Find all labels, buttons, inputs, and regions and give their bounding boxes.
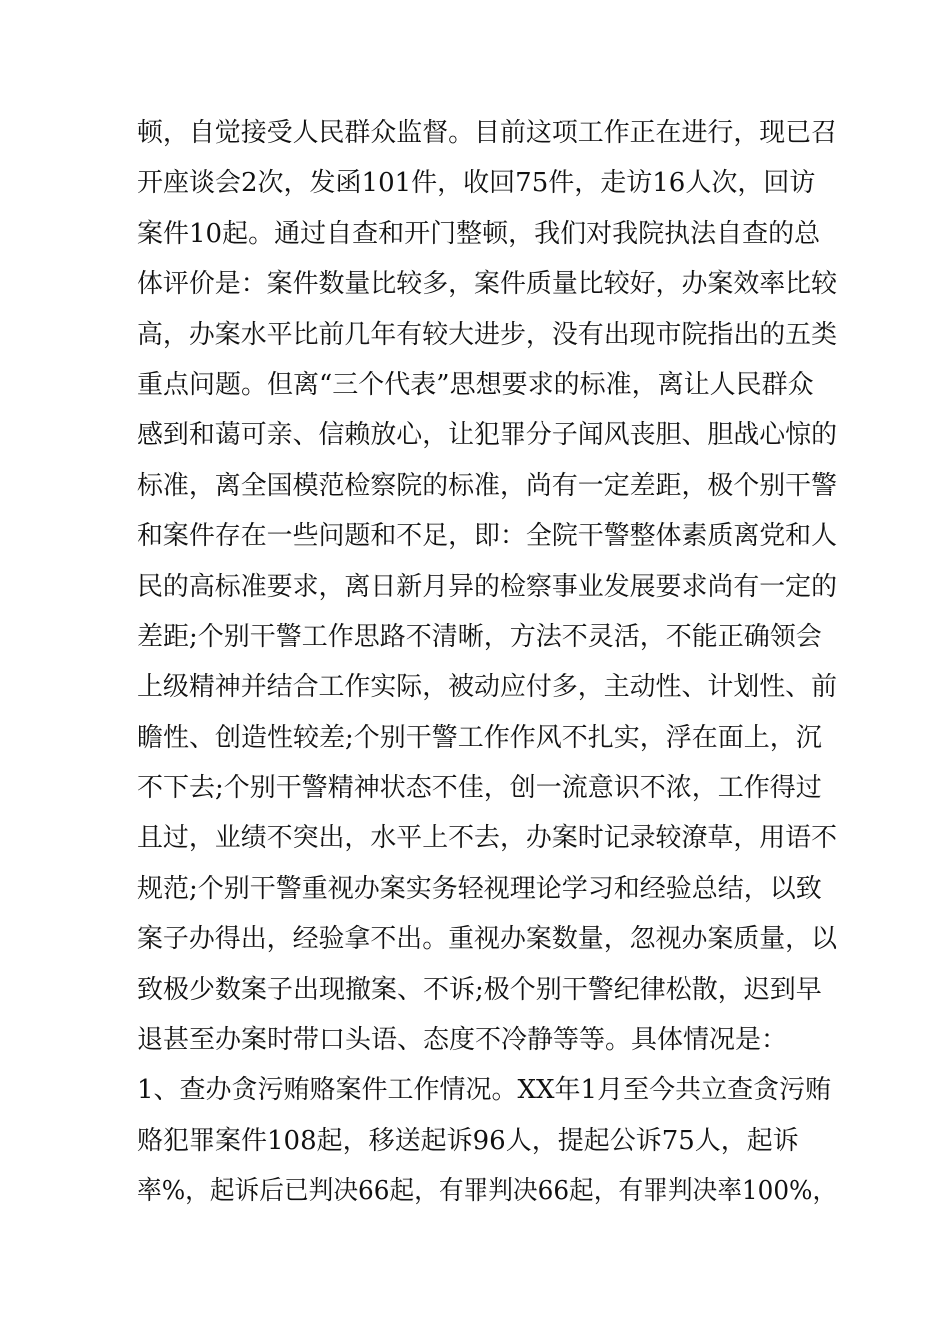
- text-line: 1、查办贪污贿赂案件工作情况。XX年1月至今共立查贪污贿: [137, 1075, 832, 1106]
- text-line: 赂犯罪案件108起，移送起诉96人，提起公诉75人，起诉: [137, 1125, 799, 1156]
- text-line: 感到和蔼可亲、信赖放心，让犯罪分子闻风丧胆、胆战心惊的: [137, 420, 838, 451]
- text-line: 上级精神并结合工作实际，被动应付多，主动性、计划性、前: [137, 672, 838, 703]
- text-line: 退甚至办案时带口头语、态度不冷静等等。具体情况是：: [137, 1025, 788, 1056]
- text-line: 差距;个别干警工作思路不清晰，方法不灵活，不能正确领会: [137, 621, 822, 652]
- text-line: 顿，自觉接受人民群众监督。目前这项工作正在进行，现已召: [137, 118, 838, 148]
- body-text: [137, 108, 837, 1217]
- text-line: 案子办得出，经验拿不出。重视办案数量，忽视办案质量，以: [137, 924, 838, 955]
- text-line: 标准，离全国模范检察院的标准，尚有一定差距，极个别干警: [137, 470, 838, 501]
- text-line: 案件10起。通过自查和开门整顿，我们对我院执法自查的总: [137, 218, 821, 249]
- text-line: 规范;个别干警重视办案实务轻视理论学习和经验总结，以致: [137, 873, 822, 904]
- text-line: 体评价是：案件数量比较多，案件质量比较好，办案效率比较: [137, 269, 838, 300]
- text-line: 率%，起诉后已判决66起，有罪判决66起，有罪判决率100%，: [137, 1176, 838, 1207]
- text-line: 致极少数案子出现撤案、不诉;极个别干警纪律松散，迟到早: [137, 974, 822, 1005]
- text-line: 开座谈会2次，发函101件，收回75件，走访16人次，回访: [137, 168, 816, 199]
- text-line: 高，办案水平比前几年有较大进步，没有出现市院指出的五类: [137, 319, 838, 350]
- text-line: 民的高标准要求，离日新月异的检察事业发展要求尚有一定的: [137, 571, 838, 602]
- text-line: 瞻性、创造性较差;个别干警工作作风不扎实，浮在面上，沉: [137, 722, 822, 753]
- text-line: 和案件存在一些问题和不足，即：全院干警整体素质离党和人: [137, 521, 838, 552]
- text-line: 且过，业绩不突出，水平上不去，办案时记录较潦草，用语不: [137, 823, 838, 854]
- text-line: 重点问题。但离“三个代表”思想要求的标准，离让人民群众: [137, 369, 814, 400]
- text-line: 不下去;个别干警精神状态不佳，创一流意识不浓，工作得过: [137, 773, 822, 804]
